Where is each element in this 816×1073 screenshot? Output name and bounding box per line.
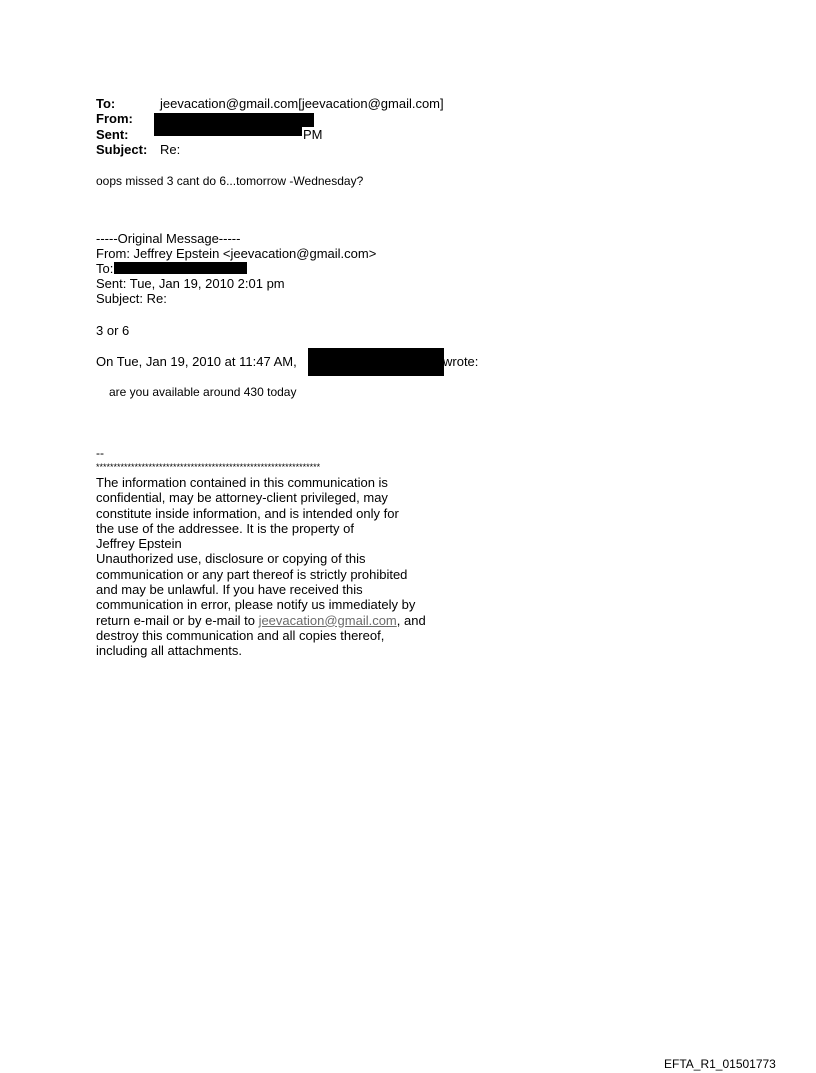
subject-label: Subject:: [96, 142, 148, 157]
redaction-sender: [308, 348, 444, 376]
on-date-suffix: wrote:: [443, 354, 479, 369]
from-label: From:: [96, 111, 133, 126]
reply-body: oops missed 3 cant do 6...tomorrow -Wednesday?: [96, 174, 364, 188]
to-value: jeevacation@gmail.com[jeevacation@gmail.com]: [160, 96, 444, 111]
subject-value: Re:: [160, 142, 181, 157]
disclaimer-line: Jeffrey Epstein: [96, 536, 182, 552]
to-label: To:: [96, 96, 116, 111]
original-sent: Sent: Tue, Jan 19, 2010 2:01 pm: [96, 276, 285, 291]
sent-label: Sent:: [96, 127, 129, 142]
original-separator: -----Original Message-----: [96, 231, 241, 246]
disclaimer-line: The information contained in this communication is: [96, 475, 388, 490]
disclaimer-line: and may be unlawful. If you have received this: [96, 582, 363, 598]
disclaimer-line: constitute inside information, and is intended only for: [96, 505, 399, 521]
disclaimer-line: communication in error, please notify us immediately by: [96, 597, 416, 613]
sent-value-fragment: PM: [303, 127, 323, 142]
signature-dashes: --: [96, 446, 104, 460]
redaction-to: [114, 262, 247, 274]
return-suffix: , and: [396, 612, 426, 628]
disclaimer: [96, 475, 426, 659]
original-from: From: Jeffrey Epstein <jeevacation@gmail.com>: [96, 246, 377, 261]
bates-number: EFTA_R1_01501773: [664, 1057, 776, 1071]
disclaimer-line: including all attachments.: [96, 643, 242, 659]
redaction-sent: [154, 124, 302, 136]
disclaimer-line: confidential, may be attorney-client privileged, may: [96, 490, 388, 506]
disclaimer-line: destroy this communication and all copies thereof,: [96, 627, 385, 643]
signature-stars: ****************************************************************: [96, 462, 321, 472]
quoted-text: are you available around 430 today: [109, 385, 297, 399]
disclaimer-line: Unauthorized use, disclosure or copying of this: [96, 551, 366, 567]
disclaimer-line: the use of the addressee. It is the property of: [96, 520, 354, 536]
disclaimer-return-line: [96, 613, 426, 628]
disclaimer-line: communication or any part thereof is strictly prohibited: [96, 566, 408, 582]
return-prefix: return e-mail or by e-mail to: [96, 612, 259, 628]
original-subject: Subject: Re:: [96, 291, 167, 306]
original-to: To:: [96, 261, 114, 276]
on-date-prefix: On Tue, Jan 19, 2010 at 11:47 AM,: [96, 354, 297, 369]
email-link[interactable]: jeevacation@gmail.com: [258, 612, 397, 628]
original-body: 3 or 6: [96, 323, 130, 338]
